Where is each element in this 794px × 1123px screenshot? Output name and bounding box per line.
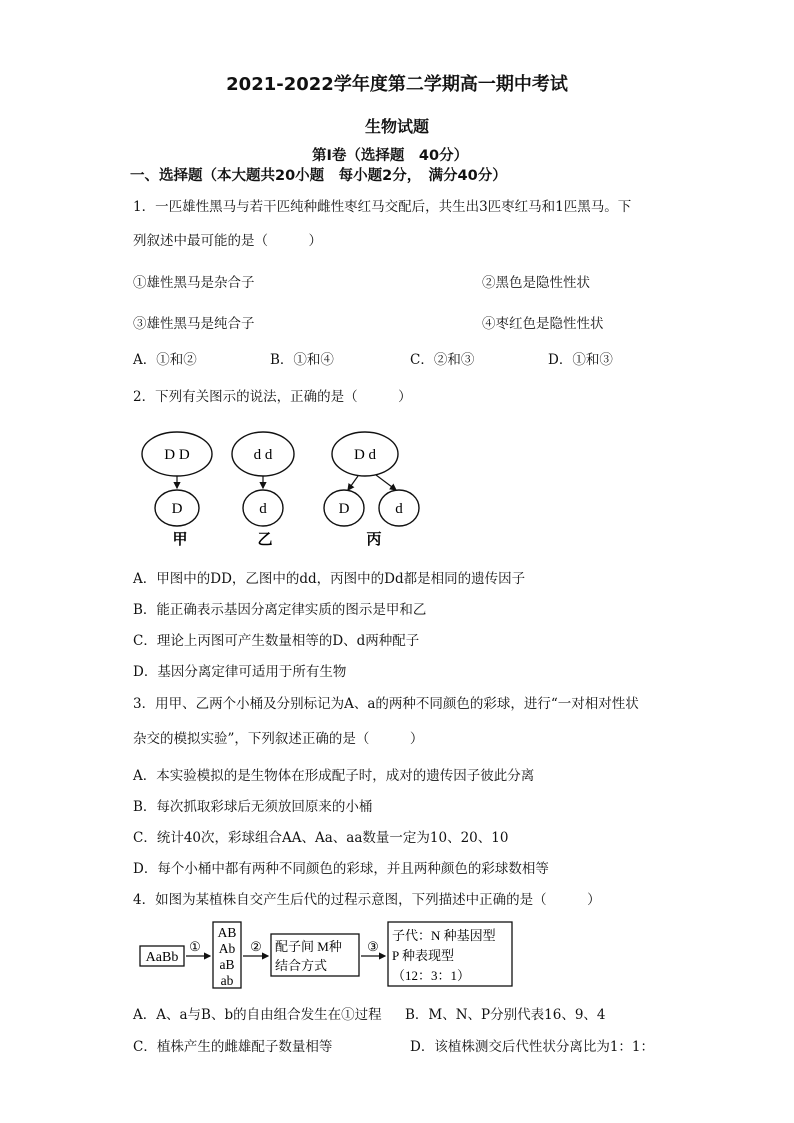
q1-statement-1: ①雄性黑马是杂合子 <box>133 275 255 291</box>
q2-option-b: B．能正确表示基因分离定律实质的图示是甲和乙 <box>133 602 427 618</box>
q4-process-figure <box>138 918 518 990</box>
volume-heading: 第Ⅰ卷（选择题 40分） <box>312 148 469 164</box>
yi-label: 乙 <box>257 532 273 548</box>
q2-stem: 2．下列有关图示的说法，正确的是（ ） <box>133 389 412 405</box>
q1-option-b: B．①和④ <box>270 352 334 368</box>
gamete-4: ab <box>220 973 234 988</box>
q1-option-a: A．①和② <box>133 352 197 368</box>
q4-option-d: D．该植株测交后代性状分离比为1：1： <box>410 1039 655 1055</box>
q4-option-a: A．A、a与B、b的自由组合发生在①过程 <box>133 1007 382 1023</box>
yi-gamete: d <box>259 501 267 517</box>
q1-statement-4: ④枣红色是隐性性状 <box>482 316 604 332</box>
bing-gamete-1: D <box>338 501 350 517</box>
offspring-ratio: （12：3：1） <box>392 968 471 983</box>
yi-parent-genotype: d d <box>253 447 273 463</box>
q1-stem-line2: 列叙述中最可能的是（ ） <box>133 233 322 249</box>
step-2-marker: ② <box>250 939 262 954</box>
combination-line2: 结合方式 <box>275 958 328 973</box>
q3-stem-line2: 杂交的模拟实验”，下列叙述正确的是（ ） <box>133 731 424 747</box>
q1-option-d: D．①和③ <box>548 352 613 368</box>
offspring-genotypes: 子代：N 种基因型 <box>392 928 496 943</box>
jia-gamete: D <box>171 501 183 517</box>
q2-gene-figure <box>130 428 440 553</box>
q1-option-c: C．②和③ <box>410 352 475 368</box>
q4-option-c: C．植株产生的雌雄配子数量相等 <box>133 1039 333 1055</box>
q3-stem-line1: 3．用甲、乙两个小桶及分别标记为A、a的两种不同颜色的彩球，进行“一对相对性状 <box>133 696 639 712</box>
q4-option-b: B．M、N、P分别代表16、9、4 <box>405 1007 606 1023</box>
step-3-marker: ③ <box>367 939 379 954</box>
step-1-marker: ① <box>189 939 201 954</box>
q2-option-d: D．基因分离定律可适用于所有生物 <box>133 664 347 680</box>
q3-option-a: A．本实验模拟的是生物体在形成配子时，成对的遗传因子彼此分离 <box>133 768 535 784</box>
bing-label: 丙 <box>366 532 382 548</box>
parent-genotype: AaBb <box>145 950 179 965</box>
offspring-phenotypes: P 种表现型 <box>392 948 454 963</box>
q1-statement-2: ②黑色是隐性性状 <box>482 275 590 291</box>
bing-parent-genotype: D d <box>353 447 377 463</box>
q2-option-c: C．理论上丙图可产生数量相等的D、d两种配子 <box>133 633 420 649</box>
q1-stem-line1: 1．一匹雄性黑马与若干匹纯种雌性枣红马交配后，共生出3匹枣红马和1匹黑马。下 <box>133 199 632 215</box>
q1-statement-3: ③雄性黑马是纯合子 <box>133 316 255 332</box>
section-heading: 一、选择题（本大题共20小题 每小题2分， 满分40分） <box>130 168 507 184</box>
combination-line1: 配子间 M种 <box>275 939 342 954</box>
gamete-1: AB <box>217 925 237 940</box>
q4-stem: 4．如图为某植株自交产生后代的过程示意图，下列描述中正确的是（ ） <box>133 892 601 908</box>
q3-option-d: D．每个小桶中都有两种不同颜色的彩球，并且两种颜色的彩球数相等 <box>133 861 549 877</box>
exam-subject: 生物试题 <box>364 117 429 136</box>
jia-label: 甲 <box>172 532 188 548</box>
q2-option-a: A．甲图中的DD，乙图中的dd，丙图中的Dd都是相同的遗传因子 <box>133 571 526 587</box>
q3-option-b: B．每次抓取彩球后无须放回原来的小桶 <box>133 799 373 815</box>
q3-option-c: C．统计40次，彩球组合AA、Aa、aa数量一定为10、20、10 <box>133 830 509 846</box>
gamete-2: Ab <box>218 941 236 956</box>
exam-title: 2021-2022学年度第二学期高一期中考试 <box>226 74 568 95</box>
bing-gamete-2: d <box>395 501 403 517</box>
jia-parent-genotype: D D <box>164 447 190 463</box>
gamete-3: aB <box>219 957 235 972</box>
